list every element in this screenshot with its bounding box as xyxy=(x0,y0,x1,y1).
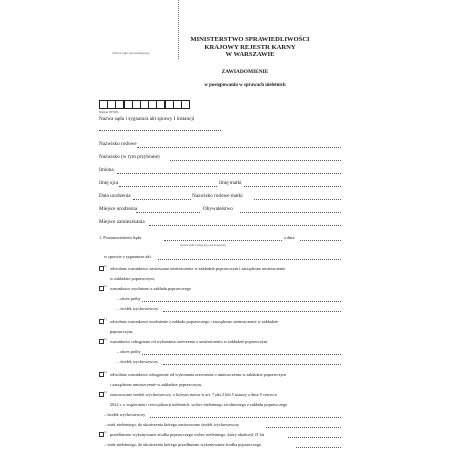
checkbox-revoke-withholding[interactable] xyxy=(99,372,104,377)
notification-form: Nazwa sądu sporządzającego MINISTERSTWO SPRAWIEDLIWOŚCI KRAJOWY REJESTR KARNY W WARSZAWIE ZAWIADOMIENIE w postępowaniu w sprawach nieletnich Numer PESEL Nazwa sądu i sygnatura akt sprawy I instancji Nazwisko rodowe Nazwisko (w tym przybrane) Imiona Imię ojca Imię matki Data urodzenia Nazwisko rodowe matki Miejsce urodzenia Obywatelstwo Miejsce zamieszkania 1. Postanowieniem Sądu z dnia (nazwa sądu wydającego postanowienie) w sprawie o sygnaturze akt 1) odwołano warunkowo zawieszone umieszczenie w zakładzie poprawczym i zarządzono umieszczenie w zakładzie poprawczym, 1) warunkowo zwolniono z zakładu poprawczego – okres próby – środek wychowawczy 1) odwołano warunkowe zwolnienie z zakładu poprawczego i zarządzono umieszczenie w zakładzie poprawczym, 1) warunkowo odstąpiono od wykonania orzeczenia o umieszczeniu w zakładzie poprawczym – okres próby – środek wychowawczy 1) odwołano warunkowe odstąpienie od wykonania orzeczenia o umieszczeniu w zakładzie poprawczym i zarządzono umieszczenie w zakładzie poprawczym, 1) zastosowano środek wychowawczy, o którym mowa w art. 7 pkt 2 lub 5 ustawy z dnia 9 czerwca 2022 r. o wspieraniu i resocjalizacji nieletnich, wobec nieletniego zwolnionego z zakładu poprawczego – środek wychowawczy – wiek nieletniego, do ukończenia którego zastosowano środek wychowawczy 1) przedłużono wykonywanie środka poprawczego wobec nieletniego, który ukończył 21 lat – wiek nieletniego, do ukończenia którego przedłużono wykonywanie środka poprawczego xyxy=(0,0,452,452)
checkbox-conditional-release[interactable] xyxy=(99,286,104,291)
item-revoke-withholding: odwołano warunkowe odstąpienie od wykonania orzeczenia o umieszczeniu w zakładzie poprawczym xyxy=(110,372,286,377)
residence-label: Miejsce zamieszkania xyxy=(99,219,145,225)
mother-surname-label: Nazwisko rodowe matki xyxy=(192,193,243,199)
court-stamp-area xyxy=(84,0,179,59)
surname-current-label: Nazwisko (w tym przybrane) xyxy=(99,154,160,160)
pesel-digit-box[interactable] xyxy=(181,100,190,109)
pesel-label: Numer PESEL xyxy=(99,110,120,114)
first-names-label: Imiona xyxy=(99,167,114,173)
court-hint: (nazwa sądu wydającego postanowienie) xyxy=(180,244,226,247)
birth-date-label: Data urodzenia xyxy=(99,193,131,199)
checkbox-withhold-execution[interactable] xyxy=(99,339,104,344)
stamp-label: Nazwa sądu sporządzającego xyxy=(112,51,150,55)
item-extended-age: – wiek nieletniego, do ukończenia którego przedłużono wykonywanie środka poprawczego xyxy=(104,442,262,447)
pesel-boxes[interactable] xyxy=(99,100,189,109)
item-educational-measure-3: – środek wychowawczy xyxy=(104,412,146,417)
item-withhold-execution: warunkowo odstąpiono od wykonania orzeczenia o umieszczeniu w zakładzie poprawczym xyxy=(110,339,268,344)
item-revoke-release: odwołano warunkowe zwolnienie z zakładu poprawczego i zarządzono umieszczenie w zakładzie xyxy=(110,319,278,324)
item-revoke-withholding-cont: i zarządzono umieszczenie w zakładzie poprawczym, xyxy=(110,382,202,387)
document-subtitle: w postępowaniu w sprawach nieletnich xyxy=(204,83,286,88)
header-line-2: KRAJOWY REJESTR KARNY xyxy=(204,43,296,51)
mother-name-line[interactable] xyxy=(244,186,341,187)
father-name-line[interactable] xyxy=(119,186,217,187)
header-line-3: W WARSZAWIE xyxy=(225,51,275,59)
probation-period-line[interactable] xyxy=(142,301,341,302)
surname-line[interactable] xyxy=(137,147,341,148)
item-revoke-suspension: odwołano warunkowo zawieszone umieszczenie w zakładzie poprawczym i zarządzono umieszczenie xyxy=(110,266,286,271)
item-extended-measure: przedłużono wykonywanie środka poprawczego wobec nieletniego, który ukończył 21 lat xyxy=(110,432,265,437)
probation-period-2-line[interactable] xyxy=(142,354,341,355)
educational-measure-line[interactable] xyxy=(163,311,341,312)
citizenship-line[interactable] xyxy=(240,212,341,213)
item-educational-measure-applied-cont: 2022 r. o wspieraniu i resocjalizacji nieletnich, wobec nieletniego zwolnionego z zakładu poprawczego xyxy=(110,402,288,407)
first-names-line[interactable] xyxy=(117,173,341,174)
checkbox-revoke-release[interactable] xyxy=(99,319,104,324)
educational-measure-2-line[interactable] xyxy=(163,364,341,365)
item-age-limit: – wiek nieletniego, do ukończenia którego zastosowano środek wychowawczy xyxy=(104,422,240,427)
residence-line[interactable] xyxy=(149,225,341,226)
item-probation-period-2: – okres próby xyxy=(117,349,141,354)
age-limit-line[interactable] xyxy=(266,427,341,428)
item-educational-measure: – środek wychowawczy xyxy=(117,306,159,311)
court-name-line[interactable] xyxy=(164,240,282,241)
citizenship-label: Obywatelstwo xyxy=(203,206,233,212)
surname-current-line[interactable] xyxy=(170,160,341,161)
section1-intro: 1. Postanowieniem Sądu xyxy=(99,235,142,240)
birth-date-line[interactable] xyxy=(133,199,191,200)
ministry-header xyxy=(180,36,320,59)
surname-label: Nazwisko rodowe xyxy=(99,141,137,147)
date-line[interactable] xyxy=(300,240,341,241)
case-label: w sprawie o sygnaturze akt xyxy=(104,254,151,259)
item-revoke-release-cont: poprawczym, xyxy=(110,329,134,334)
header-line-1: MINISTERSTWO SPRAWIEDLIWOŚCI xyxy=(190,36,310,43)
mother-surname-line[interactable] xyxy=(254,199,341,200)
item-educational-measure-2: – środek wychowawczy xyxy=(117,359,159,364)
checkbox-extended-measure[interactable] xyxy=(99,432,104,437)
item-revoke-suspension-cont: w zakładzie poprawczym, xyxy=(110,276,155,281)
date-label: z dnia xyxy=(284,235,295,240)
birth-place-line[interactable] xyxy=(136,212,200,213)
father-name-label: Imię ojca xyxy=(99,180,119,186)
case-number-line[interactable] xyxy=(158,259,341,260)
court-field-label: Nazwa sądu i sygnatura akt sprawy I instancji xyxy=(99,116,195,122)
item-educational-measure-applied: zastosowano środek wychowawczy, o którym mowa w art. 7 pkt 2 lub 5 ustawy z dnia 9 czerwca xyxy=(110,392,277,397)
educational-measure-3-line[interactable] xyxy=(150,417,341,418)
court-field-line[interactable] xyxy=(99,130,221,131)
extended-measure-line[interactable] xyxy=(288,437,341,438)
item-probation-period: – okres próby xyxy=(117,296,141,301)
item-conditional-release: warunkowo zwolniono z zakładu poprawczego xyxy=(110,286,191,291)
checkbox-revoke-suspension[interactable] xyxy=(99,266,104,271)
checkbox-educational-measure-applied[interactable] xyxy=(99,392,104,397)
mother-name-label: Imię matki xyxy=(219,180,242,186)
document-title: ZAWIADOMIENIE xyxy=(221,69,269,75)
birth-place-label: Miejsce urodzenia xyxy=(99,206,138,212)
extended-age-line[interactable] xyxy=(296,447,341,448)
